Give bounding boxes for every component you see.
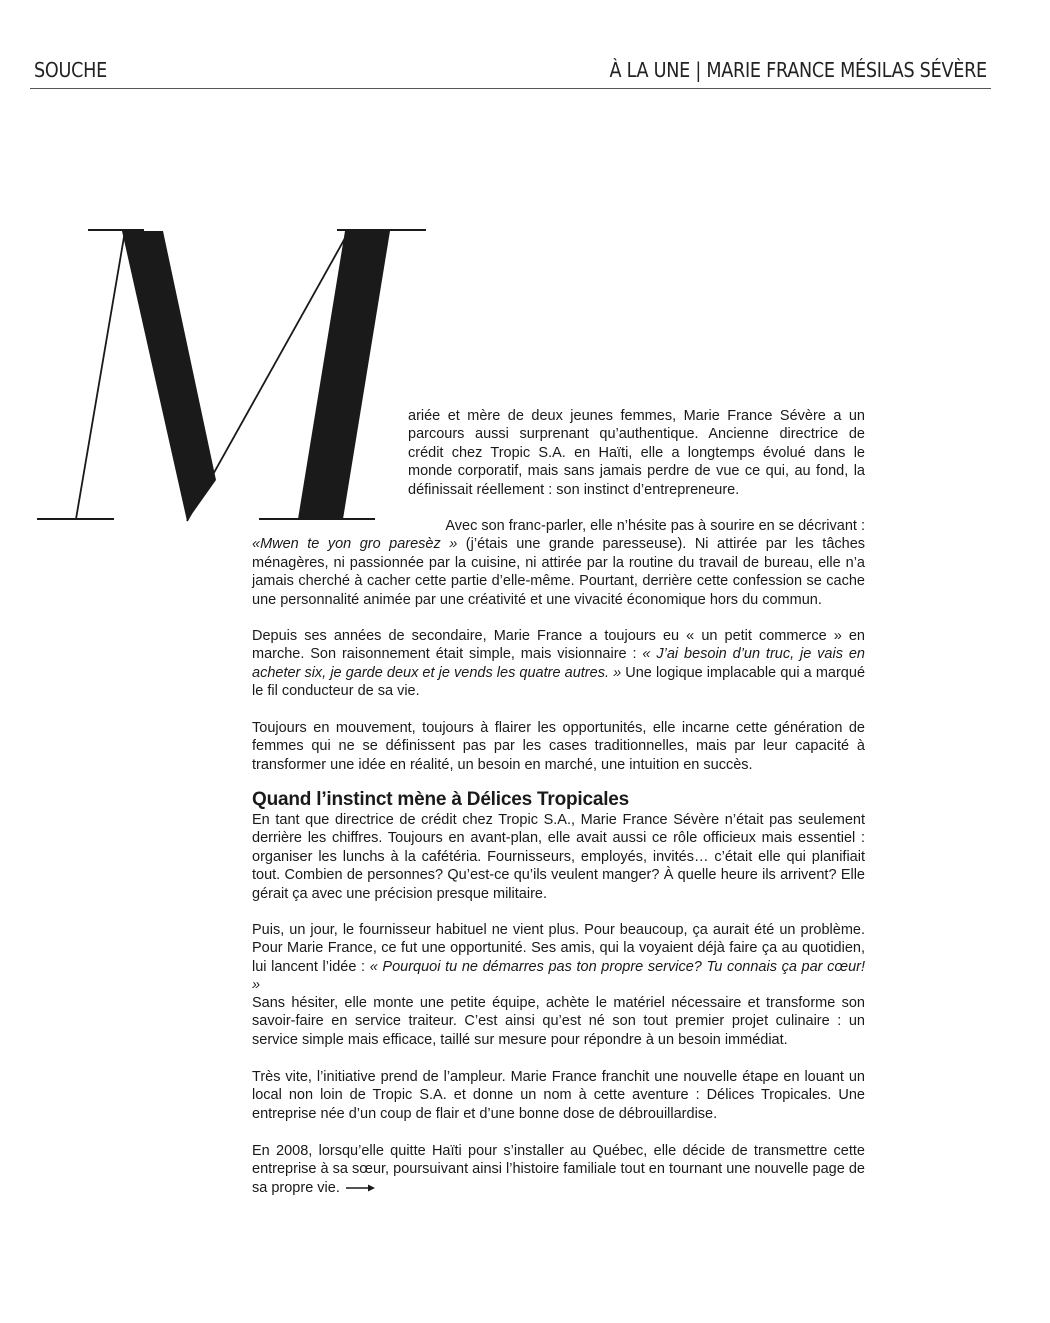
paragraph-7: Sans hésiter, elle monte une petite équipe, achète le matériel nécessaire et transforme son savoir-faire en service traiteur. C’est ainsi qu’est né son tout premier projet culinaire : un service simple mais efficace, taillé sur mesure pour répondre à un besoin immédiat.: [252, 995, 865, 1048]
paragraph-2-body: (j’étais une grande paresseuse). Ni attirée par les tâches ménagères, ni passionnée par la cuisine, ni attirée par la routine du travail de bureau, elle n’a jamais cherché à cacher cette partie d’elle-même. Pourtant, derrière cette confession se cache une personnalité animée par une créativité et une vivacité économique hors du commun.: [252, 536, 866, 608]
paragraph-5: En tant que directrice de crédit chez Tropic S.A., Marie France Sévère n’était pas seulement derrière les chiffres. Toujours en avant-plan, elle avait aussi ce rôle officieux mais essentiel : organiser les lunchs à la cafétéria. Fournisseurs, employés, invités… c’était elle qui planifiait tout. Combien de personnes? Qu’est-ce qu’ils veulent manger? À quelle heure ils arrivent? Elle gérait ça avec une précision presque militaire.: [252, 812, 865, 902]
paragraph-3-lead: Depuis ses années de secondaire, Marie France a toujours eu « un petit commerce » en marche. Son raisonnement était simple, mais visionnaire :: [252, 628, 865, 663]
paragraph-3: [252, 627, 865, 701]
paragraph-2-quote: «Mwen te yon gro paresèz »: [252, 536, 458, 553]
paragraph-intro: ariée et mère de deux jeunes femmes, Marie France Sévère a un parcours aussi surprenant qu’authentique. Ancienne directrice de crédit chez Tropic S.A. en Haïti, elle a longtemps évolué dans le monde corporatif, mais sans jamais perdre de vue ce qui, au fond, la définissait réellement : son instinct d’entrepreneure.: [408, 408, 865, 498]
paragraph-6-quote: « Pourquoi tu ne démarres pas ton propre service? Tu connais ça par cœur! »: [252, 958, 865, 994]
paragraph-2: [252, 517, 865, 609]
paragraph-9: [252, 1142, 865, 1197]
paragraph-3-tail: Une logique implacable qui a marqué le fil conducteur de sa vie.: [252, 664, 866, 700]
right-arrow-icon: [346, 1183, 376, 1193]
section-label: SOUCHE: [34, 58, 107, 82]
paragraph-6-lead: Puis, un jour, le fournisseur habituel ne vient plus. Pour beaucoup, ça aurait été un problème. Pour Marie France, ce fut une opportunité. Ses amis, qui la voyaient déjà faire ça au quotidien, lui lancent l’idée :: [252, 922, 865, 975]
paragraph-9-text: En 2008, lorsqu’elle quitte Haïti pour s’installer au Québec, elle décide de transmettre cette entreprise à sa sœur, poursuivant ainsi l’histoire familiale tout en tournant une nouvelle page de sa propre vie.: [252, 1143, 865, 1196]
paragraph-2-lead: Avec son franc-parler, elle n’hésite pas à sourire en se décrivant :: [445, 518, 865, 534]
section-subheading: Quand l’instinct mène à Délices Tropicales: [252, 789, 630, 810]
paragraph-6: [252, 921, 865, 995]
paragraph-3-quote: « J’ai besoin d’un truc, je vais en acheter six, je garde deux et je vends les quatre autres. »: [252, 646, 865, 681]
running-title: À LA UNE | MARIE FRANCE MÉSILAS SÉVÈRE: [609, 58, 987, 82]
paragraph-8: Très vite, l’initiative prend de l’ampleur. Marie France franchit une nouvelle étape en louant un local non loin de Tropic S.A. et donne un nom à cette aventure : Délices Tropicales. Une entreprise née d’un coup de flair et d’une bonne dose de débrouillardise.: [252, 1069, 865, 1122]
page-header: [30, 54, 991, 89]
paragraph-4: Toujours en mouvement, toujours à flairer les opportunités, elle incarne cette génération de femmes qui ne se définissent pas par les cases traditionnelles, mais par leur capacité à transformer une idée en réalité, un besoin en marché, une intuition en succès.: [252, 720, 865, 773]
